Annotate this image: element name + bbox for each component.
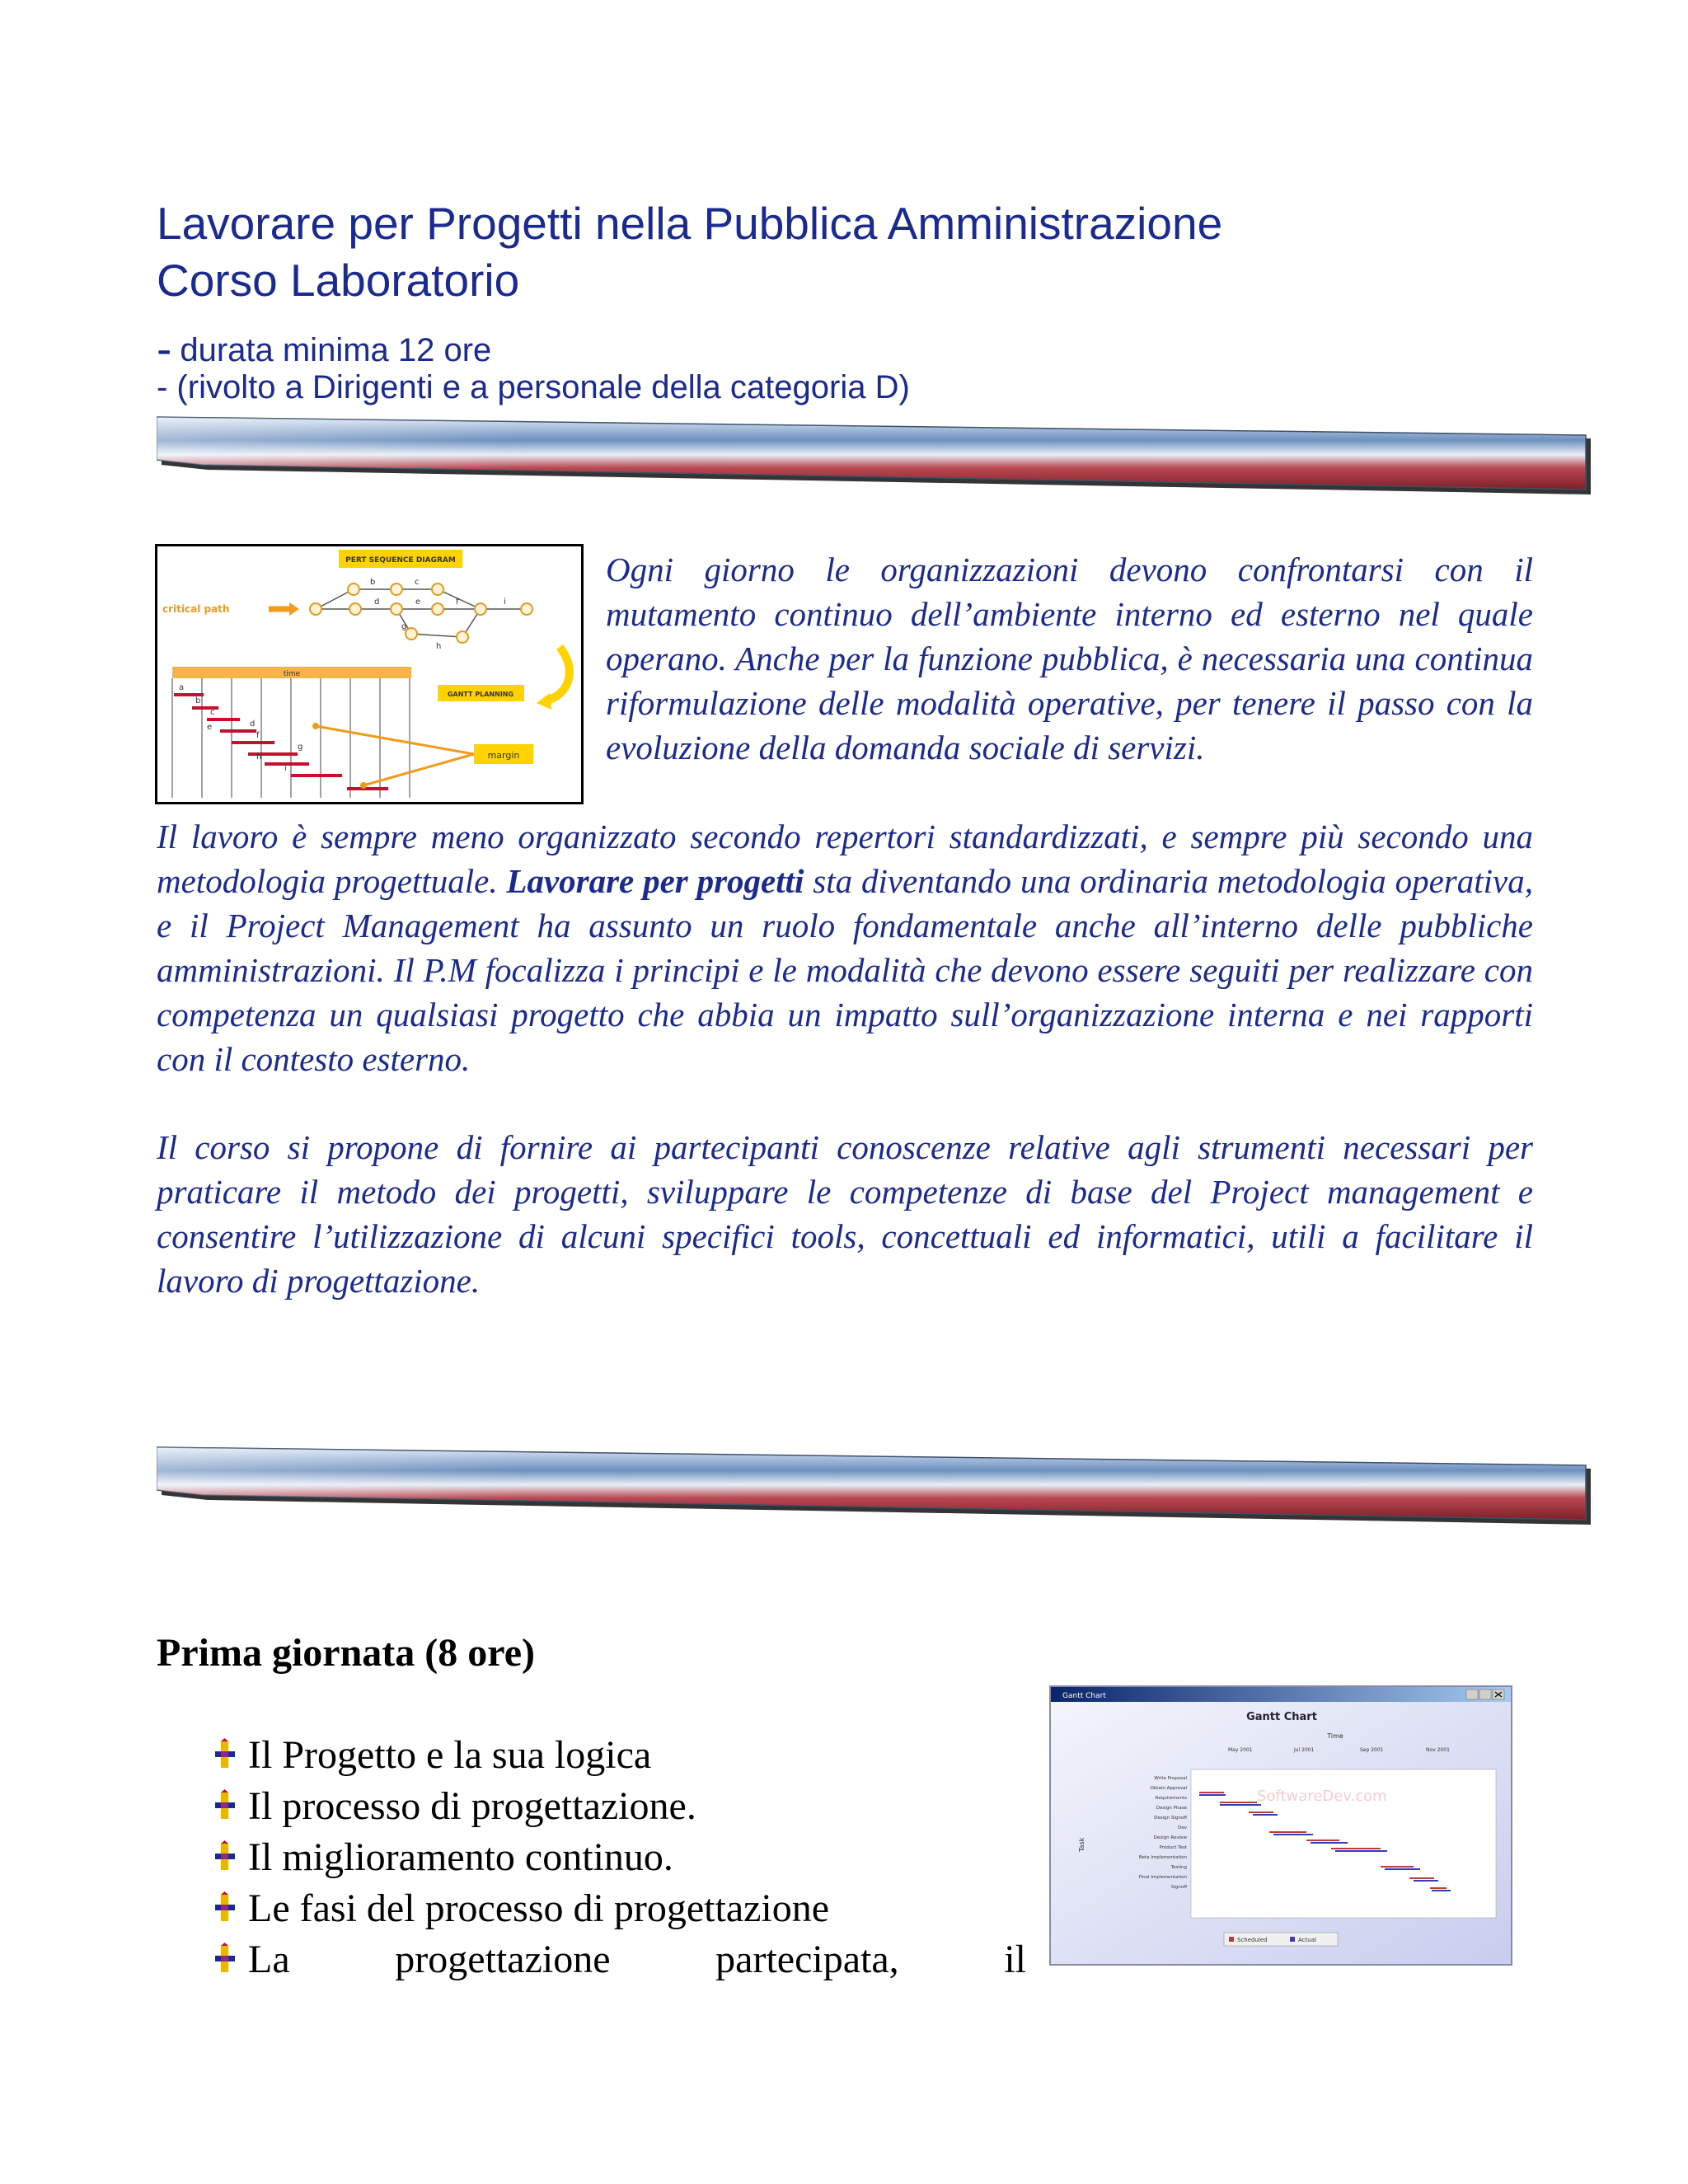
pert-gantt-diagram <box>155 544 584 804</box>
gantt-task-label: c <box>210 708 215 717</box>
day1-topic-list <box>210 1729 1026 1985</box>
gantt-planning-label: GANTT PLANNING <box>447 691 514 698</box>
maximize-icon <box>1479 1690 1491 1699</box>
list-item <box>210 1933 1026 1985</box>
pert-node-label: d <box>374 598 380 607</box>
gantt-task-label: e <box>207 723 213 732</box>
list-item <box>210 1780 1026 1831</box>
topic-text: Il Progetto e la sua logica <box>248 1732 652 1777</box>
gantt-row-label: Beta Implementation <box>1138 1855 1187 1860</box>
gantt-task-label: f <box>256 731 260 740</box>
margin-label: margin <box>487 750 520 761</box>
pert-node-label: b <box>370 578 376 587</box>
arrow-bullet-icon <box>210 1789 240 1822</box>
duration-dash: - <box>157 323 172 374</box>
list-item <box>210 1882 1026 1933</box>
arrow-bullet-icon <box>210 1891 240 1924</box>
para1-text-start: Il lavoro è sempre meno organizzato secondo repertori standardizzati, e sempre più secondo una metodologia progettuale. <box>157 818 1533 900</box>
gantt-task-label: g <box>298 743 303 752</box>
arrow-bullet-icon <box>210 1840 240 1873</box>
gantt-row-label: Product Test <box>1159 1845 1187 1850</box>
gantt-period-label: Jul 2001 <box>1294 1747 1315 1753</box>
gantt-window-title: Gantt Chart <box>1062 1692 1106 1700</box>
arrow-bullet-icon <box>210 1943 240 1975</box>
pert-node-label: f <box>456 598 459 607</box>
body-paragraph-2: Il corso si propone di fornire ai partecipanti conoscenze relative agli strumenti necessari per praticare il metodo dei progetti, sviluppare le competenze di base del Project management e consentire l’utilizzazione di alcuni specifici tools, concettuali ed informatici, utili a facilitare il lavoro di progettazione. <box>157 1128 1533 1300</box>
gantt-row-label: Design Phase <box>1156 1806 1187 1811</box>
gantt-row-label: Signoff <box>1170 1885 1187 1890</box>
gantt-row-label: Obtain Approval <box>1150 1786 1187 1791</box>
list-item <box>210 1831 1026 1882</box>
list-item <box>210 1729 1026 1780</box>
gantt-row-label: Design Signoff <box>1154 1816 1187 1821</box>
critical-path-label: critical path <box>162 603 230 615</box>
gantt-period-label: Nov 2001 <box>1426 1747 1450 1753</box>
gantt-period-label: Sep 2001 <box>1360 1747 1384 1753</box>
body-paragraph-1 <box>157 814 1533 1081</box>
topic-text: Le fasi del processo di progettazione <box>248 1886 830 1930</box>
gantt-row-label: Requirements <box>1155 1796 1187 1801</box>
para1-emphasis: Lavorare per progetti <box>506 862 804 900</box>
pert-node-label: g <box>401 622 407 631</box>
topic-text <box>248 1937 1026 1982</box>
window-controls <box>1466 1690 1504 1699</box>
gantt-row-label: Write Proposal <box>1154 1776 1187 1781</box>
course-audience: - (rivolto a Dirigenti e a personale della categoria D) <box>157 369 910 405</box>
page-title: Lavorare per Progetti nella Pubblica Amministrazione <box>157 198 1223 249</box>
pert-node-label: i <box>504 598 506 607</box>
gantt-row-label: Final Implementation <box>1138 1875 1187 1880</box>
gantt-task-label: h <box>256 752 262 762</box>
intro-paragraph: Ogni giorno le organizzazioni devono confrontarsi con il mutamento continuo dell’ambiente interno ed esterno nel quale operano. Anche per la funzione pubblica, è necessaria una continua riformulazione delle modalità operative, per tenere il passo con la evoluzione della domanda sociale di servizi. <box>606 551 1533 766</box>
gantt-row-label: Testing <box>1170 1865 1187 1870</box>
gantt-watermark: SoftwareDev.com <box>1257 1788 1387 1805</box>
day1-heading: Prima giornata (8 ore) <box>157 1631 535 1675</box>
gantt-task-label: d <box>250 719 256 729</box>
topic-word: progettazione <box>395 1937 611 1981</box>
decorative-banner-top <box>157 412 1591 494</box>
gantt-row-label: Design Review <box>1153 1835 1187 1840</box>
pert-node-label: h <box>436 642 442 651</box>
decorative-banner-bottom <box>157 1442 1591 1525</box>
topic-word: La <box>248 1937 290 1981</box>
arrow-bullet-icon <box>210 1738 240 1771</box>
topic-word: partecipata, <box>715 1937 899 1981</box>
gantt-legend-actual: Actual <box>1298 1937 1316 1943</box>
time-label: time <box>283 670 301 678</box>
gantt-task-label: b <box>195 696 201 705</box>
gantt-legend-scheduled: Scheduled <box>1237 1937 1268 1943</box>
gantt-task-label: a <box>179 683 185 692</box>
topic-text: Il miglioramento continuo. <box>248 1835 673 1879</box>
gantt-task-label: i <box>284 764 287 773</box>
gantt-chart-screenshot <box>1049 1685 1512 1966</box>
page-subtitle: Corso Laboratorio <box>157 255 520 306</box>
pert-node-label: e <box>415 598 421 607</box>
duration-text: durata minima 12 ore <box>180 332 492 368</box>
para1-text-end: sta diventando una ordinaria metodologia operativa, e il Project Management ha assunto un ruolo fondamentale anche all’interno delle pubbliche amministrazioni. Il P.M focalizza i principi e le modalità che devono essere seguiti per realizzare con competenza un qualsiasi progetto che abbia un impatto sull’organizzazione interna e nei rapporti con il contesto esterno. <box>157 862 1533 1078</box>
gantt-y-axis-label: Task <box>1078 1837 1085 1852</box>
gantt-chart-title: Gantt Chart <box>1246 1711 1317 1723</box>
gantt-row-label: Dev <box>1178 1825 1187 1830</box>
pert-title: PERT SEQUENCE DIAGRAM <box>345 556 456 565</box>
topic-word: il <box>1004 1937 1026 1981</box>
pert-node-label: c <box>415 578 420 587</box>
gantt-time-axis-label: Time <box>1327 1732 1343 1740</box>
minimize-icon <box>1466 1690 1478 1699</box>
gantt-period-label: May 2001 <box>1228 1747 1253 1753</box>
topic-text: Il processo di progettazione. <box>248 1783 696 1828</box>
